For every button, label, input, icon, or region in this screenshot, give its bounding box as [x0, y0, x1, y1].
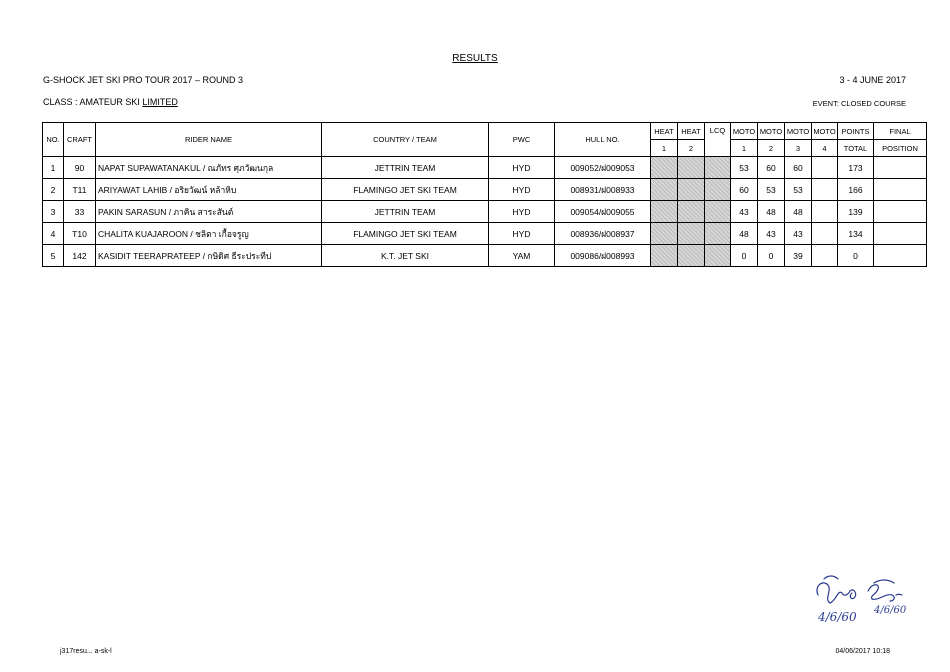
cell-moto-3: 53: [785, 179, 812, 201]
cell-heat-2: [678, 179, 705, 201]
cell-craft: T10: [64, 223, 96, 245]
cell-no: 4: [43, 223, 64, 245]
cell-position: [874, 157, 927, 179]
col-craft: CRAFT: [64, 123, 96, 157]
cell-no: 3: [43, 201, 64, 223]
table-row: [43, 157, 927, 179]
cell-total: 0: [838, 245, 874, 267]
class-line: [43, 97, 178, 107]
col-rider: RIDER NAME: [96, 123, 322, 157]
cell-heat-1: [651, 245, 678, 267]
cell-heat-1: [651, 179, 678, 201]
cell-rider: CHALITA KUAJAROON / ชลิตา เกื้อจรูญ: [96, 223, 322, 245]
cell-moto-2: 48: [758, 201, 785, 223]
col-heat-1: HEAT: [651, 123, 678, 140]
cell-heat-2: [678, 245, 705, 267]
cell-hull: 008936/ฝ008937: [555, 223, 651, 245]
cell-team: JETTRIN TEAM: [322, 157, 489, 179]
cell-moto-3: 43: [785, 223, 812, 245]
col-points: POINTS: [838, 123, 874, 140]
results-table: [42, 122, 927, 267]
cell-craft: 142: [64, 245, 96, 267]
col-heat-1-num: 1: [651, 140, 678, 157]
handwritten-signature: [808, 565, 918, 629]
cell-lcq: [705, 179, 731, 201]
table-body: [43, 157, 927, 267]
cell-moto-4: [812, 201, 838, 223]
class-name: LIMITED: [142, 97, 178, 107]
cell-craft: 33: [64, 201, 96, 223]
cell-moto-1: 43: [731, 201, 758, 223]
col-moto-4-num: 4: [812, 140, 838, 157]
cell-heat-1: [651, 201, 678, 223]
cell-moto-2: 60: [758, 157, 785, 179]
cell-position: [874, 223, 927, 245]
cell-rider: KASIDIT TEERAPRATEEP / กษิดิศ ธีระประทีป: [96, 245, 322, 267]
cell-lcq: [705, 157, 731, 179]
cell-rider: ARIYAWAT LAHIB / อริยวัฒน์ หล้าหิบ: [96, 179, 322, 201]
cell-no: 5: [43, 245, 64, 267]
cell-position: [874, 201, 927, 223]
cell-total: 173: [838, 157, 874, 179]
table-row: [43, 201, 927, 223]
signature-date-a: 4/6/60: [818, 610, 857, 624]
table-row: [43, 245, 927, 267]
col-pwc: PWC: [489, 123, 555, 157]
cell-moto-2: 43: [758, 223, 785, 245]
event-date: 3 - 4 JUNE 2017: [839, 75, 906, 85]
cell-hull: 009086/ฝ008993: [555, 245, 651, 267]
cell-moto-3: 39: [785, 245, 812, 267]
cell-craft: 90: [64, 157, 96, 179]
cell-rider: PAKIN SARASUN / ภาคิน สาระสันต์: [96, 201, 322, 223]
page-title: RESULTS: [452, 53, 498, 64]
cell-moto-1: 60: [731, 179, 758, 201]
col-team: COUNTRY / TEAM: [322, 123, 489, 157]
col-position: POSITION: [874, 140, 927, 157]
cell-craft: T11: [64, 179, 96, 201]
cell-moto-4: [812, 157, 838, 179]
cell-pwc: HYD: [489, 223, 555, 245]
cell-pwc: HYD: [489, 201, 555, 223]
cell-total: 139: [838, 201, 874, 223]
col-moto-1-num: 1: [731, 140, 758, 157]
cell-heat-1: [651, 223, 678, 245]
col-heat-2-num: 2: [678, 140, 705, 157]
cell-position: [874, 245, 927, 267]
col-no: NO.: [43, 123, 64, 157]
cell-moto-1: 48: [731, 223, 758, 245]
col-lcq: LCQ: [705, 123, 731, 157]
cell-moto-4: [812, 245, 838, 267]
cell-rider: NAPAT SUPAWATANAKUL / ณภัทร ศุภวัฒนกุล: [96, 157, 322, 179]
cell-moto-4: [812, 179, 838, 201]
cell-moto-2: 53: [758, 179, 785, 201]
col-moto-4: MOTO: [812, 123, 838, 140]
event-name: G-SHOCK JET SKI PRO TOUR 2017 – ROUND 3: [43, 75, 244, 85]
col-moto-3: MOTO: [785, 123, 812, 140]
table-header: [43, 123, 927, 157]
event-type: EVENT: CLOSED COURSE: [812, 99, 906, 108]
cell-moto-3: 48: [785, 201, 812, 223]
table-row: [43, 223, 927, 245]
cell-pwc: HYD: [489, 157, 555, 179]
cell-heat-1: [651, 157, 678, 179]
cell-team: K.T. JET SKI: [322, 245, 489, 267]
cell-moto-1: 0: [731, 245, 758, 267]
cell-total: 166: [838, 179, 874, 201]
cell-pwc: YAM: [489, 245, 555, 267]
cell-no: 1: [43, 157, 64, 179]
cell-heat-2: [678, 157, 705, 179]
cell-pwc: HYD: [489, 179, 555, 201]
footer-print-date: 04/06/2017 10:18: [835, 648, 890, 655]
cell-position: [874, 179, 927, 201]
cell-no: 2: [43, 179, 64, 201]
cell-moto-4: [812, 223, 838, 245]
cell-total: 134: [838, 223, 874, 245]
cell-team: FLAMINGO JET SKI TEAM: [322, 223, 489, 245]
table-row: [43, 179, 927, 201]
col-moto-1: MOTO: [731, 123, 758, 140]
col-moto-2: MOTO: [758, 123, 785, 140]
cell-team: FLAMINGO JET SKI TEAM: [322, 179, 489, 201]
cell-lcq: [705, 201, 731, 223]
col-moto-3-num: 3: [785, 140, 812, 157]
cell-lcq: [705, 223, 731, 245]
class-prefix: CLASS : AMATEUR SKI: [43, 97, 143, 107]
col-hull: HULL NO.: [555, 123, 651, 157]
cell-moto-1: 53: [731, 157, 758, 179]
cell-heat-2: [678, 201, 705, 223]
cell-team: JETTRIN TEAM: [322, 201, 489, 223]
col-moto-2-num: 2: [758, 140, 785, 157]
col-total: TOTAL: [838, 140, 874, 157]
col-final: FINAL: [874, 123, 927, 140]
signature-date-b: 4/6/60: [874, 605, 907, 616]
cell-moto-3: 60: [785, 157, 812, 179]
cell-hull: 009054/ฝ009055: [555, 201, 651, 223]
col-heat-2: HEAT: [678, 123, 705, 140]
footer-file-name: j317resu... a-sk-l: [60, 648, 112, 655]
cell-lcq: [705, 245, 731, 267]
cell-moto-2: 0: [758, 245, 785, 267]
cell-heat-2: [678, 223, 705, 245]
cell-hull: 008931/ฝ008933: [555, 179, 651, 201]
cell-hull: 009052/ฝ009053: [555, 157, 651, 179]
